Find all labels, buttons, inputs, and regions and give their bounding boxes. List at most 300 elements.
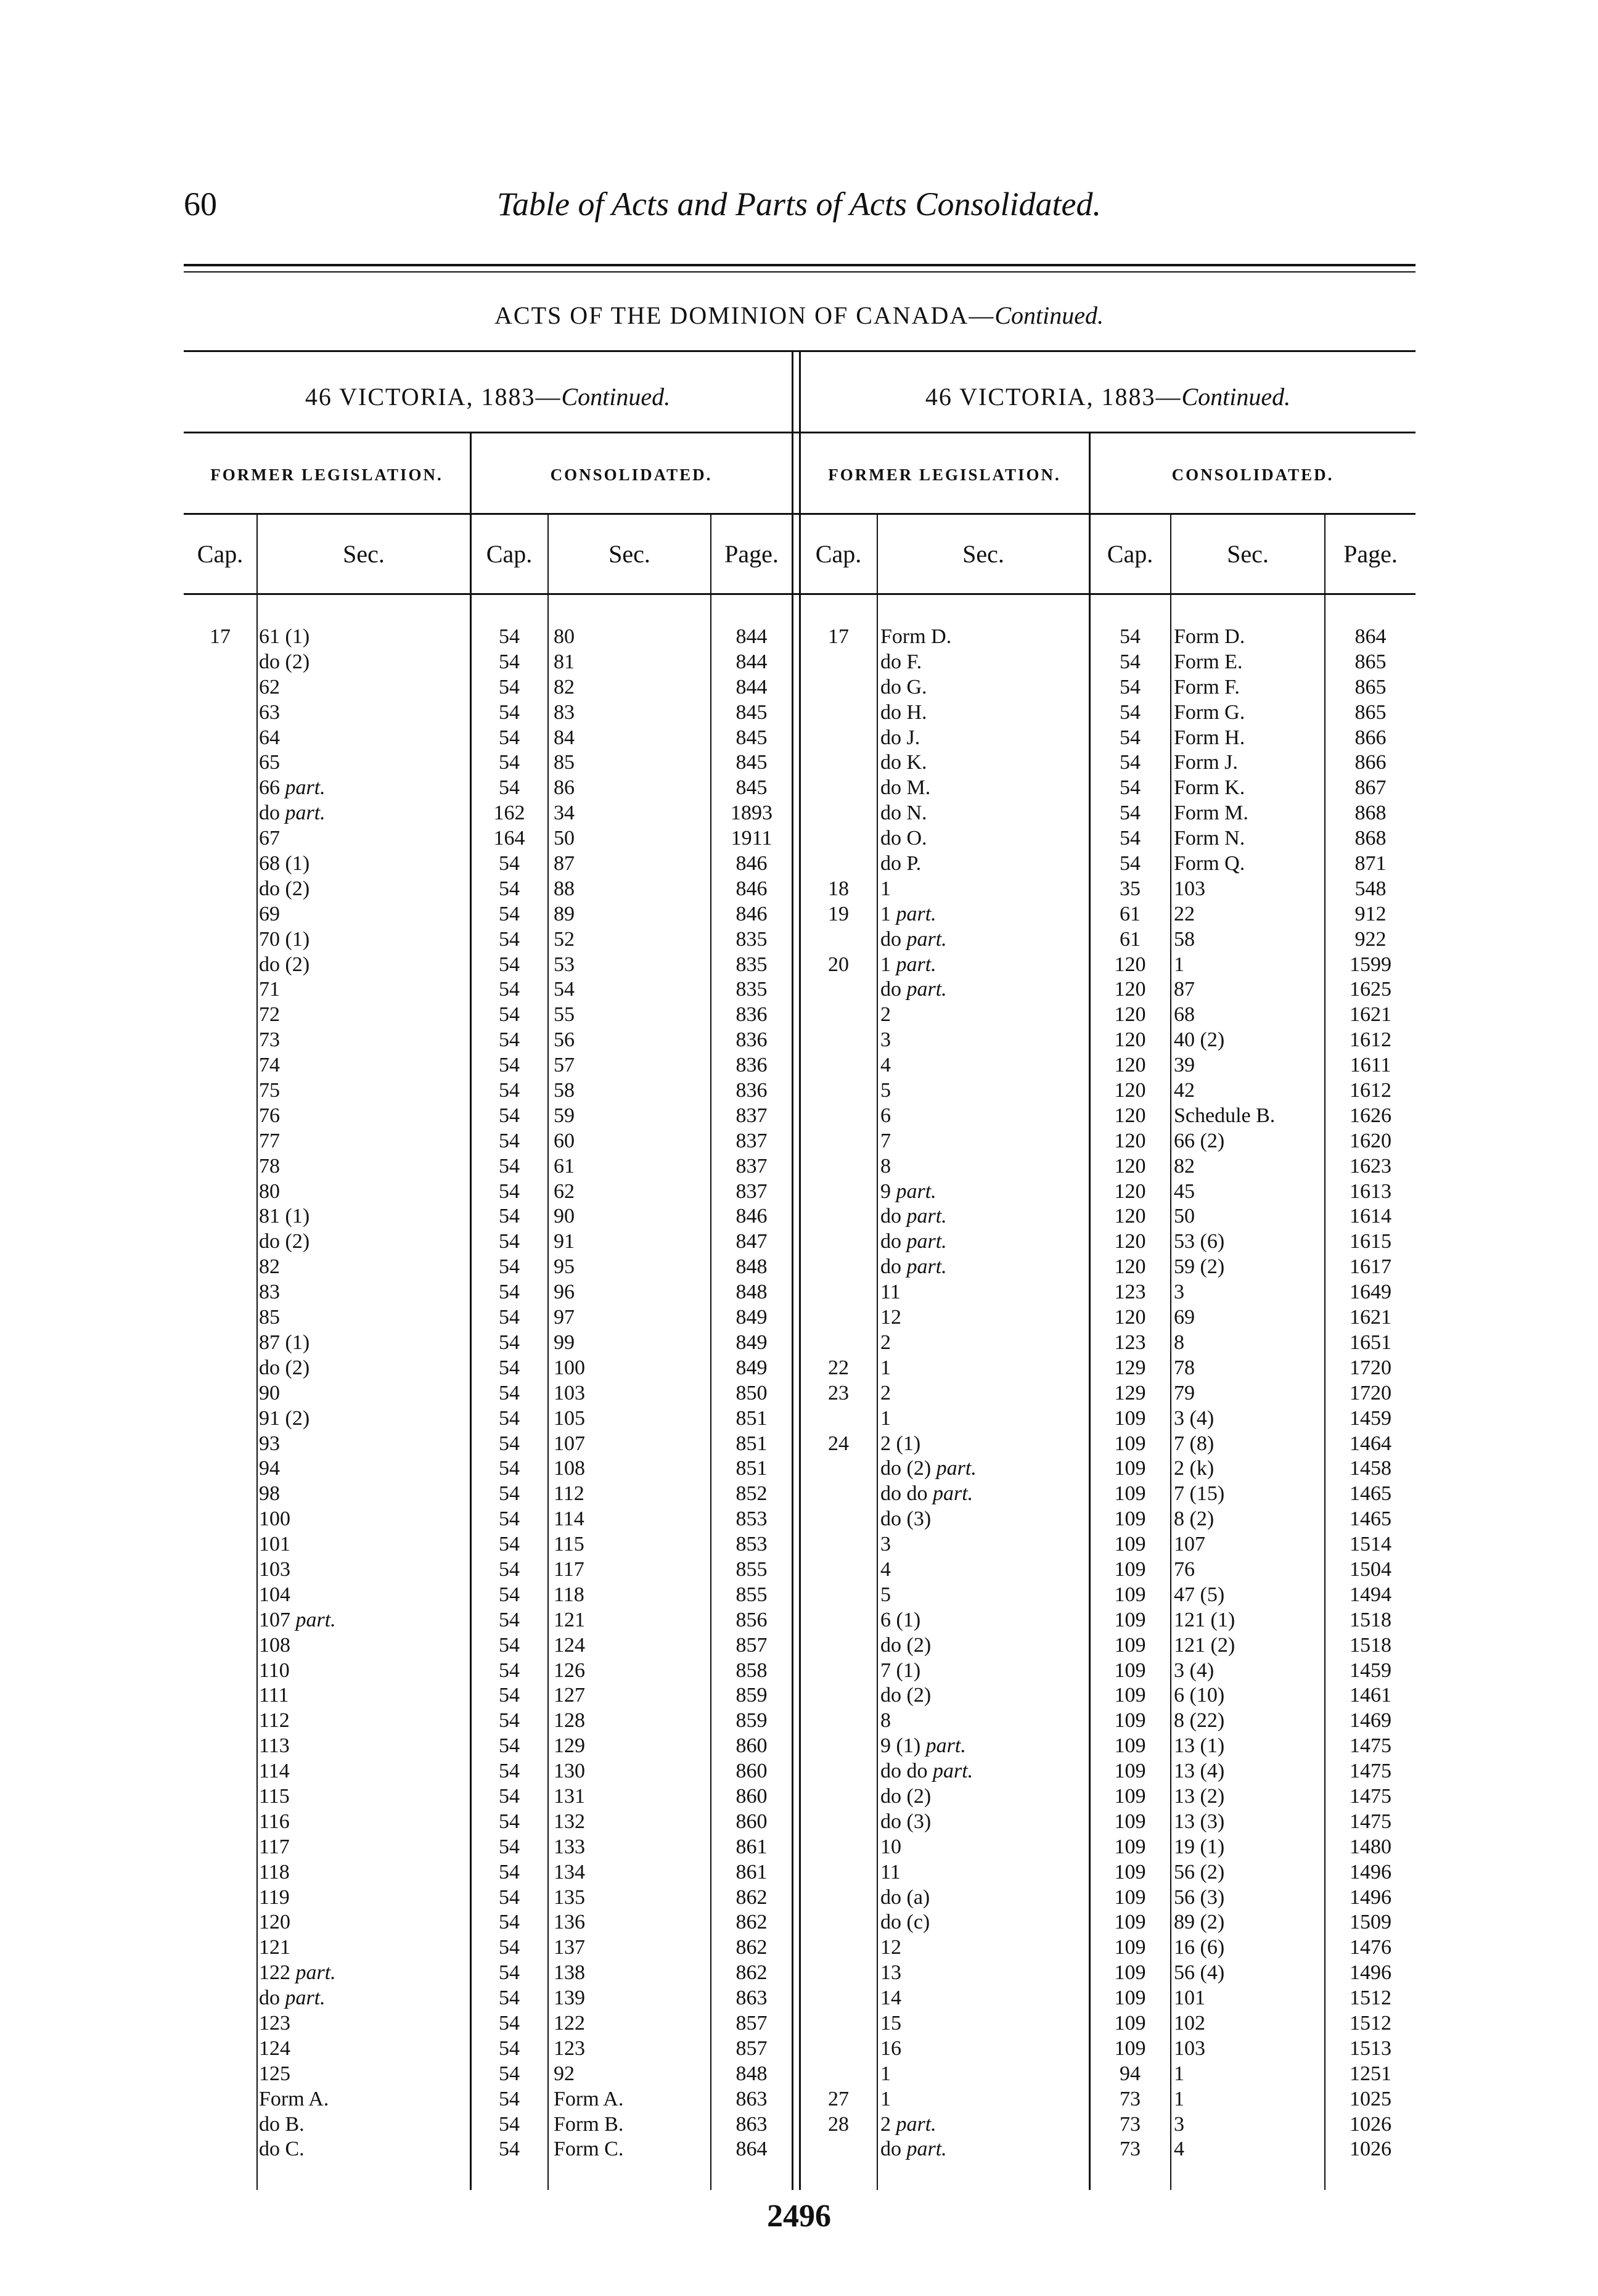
left-cons-page-cell: 846 (735, 902, 768, 925)
left-former-sec-cell: Form A. (259, 2087, 329, 2110)
right-former-cap-cell (800, 1179, 877, 1205)
right-former-cap-cell: 22 (828, 1356, 849, 1379)
left-cons-cap-cell: 54 (499, 1760, 520, 1783)
left-cons-sec-cell: 129 (554, 1734, 585, 1758)
left-former-cap-cell (184, 1633, 256, 1658)
right-former-sec-cell: 2 (880, 1381, 891, 1404)
right-former-cap-cell: 23 (828, 1381, 849, 1404)
right-cons-sec-cell: 79 (1174, 1381, 1195, 1404)
left-former-cap-cell (184, 1557, 256, 1583)
right-cons-page-cell: 1480 (1350, 1835, 1391, 1858)
left-cons-sec-cell: 88 (554, 877, 575, 900)
left-former-cap-cell (184, 1532, 256, 1557)
right-cons-sec-cell: 58 (1174, 927, 1195, 951)
right-cons-cap-cell: 54 (1120, 802, 1141, 825)
left-former-cap-cell (184, 902, 256, 927)
left-former-sec-cell: 75 (259, 1079, 280, 1102)
left-cons-cap-cell: 54 (499, 1658, 520, 1682)
left-cons-page-cell: 852 (735, 1482, 768, 1506)
left-cons-sec-cell: 138 (554, 1961, 585, 1985)
right-cons-cap-cell: 109 (1114, 1760, 1146, 1783)
left-former-sec-cell: 123 (259, 2011, 290, 2035)
left-former-cap-cell (184, 1078, 256, 1104)
left-cons-page-cell: 849 (735, 1330, 768, 1354)
left-cons-cap-cell: 54 (499, 1356, 520, 1379)
right-cons-cap-cell: 109 (1114, 1507, 1146, 1531)
right-former-cap-cell (800, 977, 877, 1002)
right-cons-cap-cell: 109 (1114, 1608, 1146, 1631)
left-group-consolidated: CONSOLIDATED. (550, 465, 713, 484)
left-cons-sec-cell: 137 (554, 1936, 585, 1959)
left-former-sec-cell: 77 (259, 1129, 280, 1152)
left-former-sec-cell: 115 (259, 1784, 290, 1808)
left-cons-page-cell: 853 (735, 1533, 768, 1556)
left-cons-page-cell: 835 (735, 927, 768, 951)
right-cons-page-cell: 1625 (1350, 978, 1391, 1001)
right-cons-cap-cell: 123 (1114, 1281, 1146, 1304)
right-former-sec-cell: do part. (880, 2138, 947, 2161)
left-cons-cap-cell: 54 (499, 852, 520, 875)
left-cons-page-cell: 846 (735, 1205, 768, 1228)
right-reign-main: 46 VICTORIA, 1883— (925, 383, 1182, 411)
left-former-sec-cell: 82 (259, 1255, 280, 1279)
right-former-cap-cell (800, 1885, 877, 1911)
left-cons-page-cell: 851 (735, 1432, 768, 1455)
right-col-sec: Sec. (962, 540, 1004, 568)
left-cons-sec-cell: 128 (554, 1709, 585, 1732)
left-cons-page-cell: 837 (735, 1104, 768, 1127)
right-cons-sec-cell: 8 (2) (1174, 1507, 1215, 1531)
left-former-sec-cell: 118 (259, 1860, 290, 1884)
right-former-sec-cell: 1 (880, 2087, 891, 2110)
right-former-cap-cell (800, 650, 877, 675)
right-cons-page-cell: 1621 (1350, 1306, 1391, 1329)
right-former-cap-cell: 20 (828, 953, 849, 976)
left-cap-sec-divider (256, 513, 258, 2190)
right-cons-page-cell: 867 (1354, 776, 1387, 800)
left-cons-sec-cell: 123 (554, 2036, 585, 2060)
left-cons-page-cell: 861 (735, 1860, 768, 1884)
left-col-cons-cap: Cap. (486, 540, 533, 568)
right-cons-page-cell: 1611 (1350, 1054, 1391, 1077)
left-former-cap-cell (184, 1330, 256, 1356)
left-reign-heading (184, 382, 792, 411)
left-former-sec-cell: 114 (259, 1760, 290, 1783)
right-cons-cap-cell: 109 (1114, 1911, 1146, 1934)
right-former-sec-cell: 12 (880, 1306, 901, 1329)
left-cons-cap-cell: 54 (499, 1709, 520, 1732)
left-cons-cap-cell: 54 (499, 1306, 520, 1329)
page-title: Table of Acts and Parts of Acts Consolidated. (496, 186, 1102, 223)
right-former-sec-cell: 8 (880, 1709, 891, 1732)
right-cons-page-cell: 1026 (1350, 2112, 1391, 2136)
right-former-sec-cell: do part. (880, 1255, 947, 1279)
right-cons-sec-cell: 2 (k) (1174, 1457, 1215, 1480)
right-former-sec-column (880, 625, 1088, 2162)
right-former-sec-cell: 2 (1) (880, 1432, 921, 1455)
right-cons-sec-cell: 7 (15) (1174, 1482, 1225, 1506)
right-cons-page-column (1326, 625, 1416, 2162)
right-cons-cap-cell: 61 (1120, 927, 1141, 951)
right-cons-cap-cell: 109 (1114, 1810, 1146, 1833)
right-former-sec-cell: do part. (880, 927, 947, 951)
right-cons-page-cell: 1025 (1350, 2087, 1391, 2110)
right-cons-sec-cell: Form J. (1174, 751, 1238, 774)
right-cons-page-cell: 1509 (1350, 1911, 1391, 1934)
left-former-cap-cell (184, 927, 256, 953)
right-cons-page-cell: 1465 (1350, 1507, 1391, 1531)
left-cons-page-cell: 837 (735, 1154, 768, 1178)
right-former-cap-cell (800, 1961, 877, 1986)
left-cons-page-cell: 1911 (731, 827, 772, 850)
left-cons-sec-cell: 96 (554, 1281, 575, 1304)
left-former-cap-cell (184, 1683, 256, 1708)
right-cons-page-cell: 1494 (1350, 1583, 1391, 1606)
left-former-sec-cell: 62 (259, 675, 280, 699)
left-cons-page-cell: 1893 (731, 802, 772, 825)
left-former-cap-cell (184, 1658, 256, 1684)
left-former-sec-cell: 61 (1) (259, 625, 310, 648)
left-cons-page-cell: 857 (735, 2011, 768, 2035)
right-former-sec-cell: 3 (880, 1028, 891, 1052)
part-marker: part. (936, 1457, 977, 1480)
right-cons-page-cell: 1621 (1350, 1003, 1391, 1027)
left-cons-cap-cell: 54 (499, 1154, 520, 1178)
left-cons-page-cell: 836 (735, 1079, 768, 1102)
left-cons-page-cell: 860 (735, 1784, 768, 1808)
left-cons-cap-cell: 54 (499, 2036, 520, 2060)
left-former-sec-cell: 101 (259, 1533, 290, 1556)
right-cons-sec-cell: 121 (2) (1174, 1633, 1235, 1657)
left-cons-page-cell: 845 (735, 700, 768, 724)
right-cons-cap-cell: 73 (1120, 2138, 1141, 2161)
right-cons-page-cell: 1613 (1350, 1179, 1391, 1203)
right-cons-cap-cell: 109 (1114, 1457, 1146, 1480)
right-former-cap-cell (800, 1129, 877, 1154)
left-cons-sec-cell: 118 (554, 1583, 584, 1606)
left-former-sec-cell: 87 (1) (259, 1330, 310, 1354)
right-former-sec-cell: Form D. (880, 625, 952, 648)
left-former-sec-cell: 112 (259, 1709, 290, 1732)
left-cons-cap-cell: 54 (499, 902, 520, 925)
right-cons-cap-cell: 120 (1114, 1003, 1146, 1027)
right-cons-sec-cell: 47 (5) (1174, 1583, 1225, 1606)
right-cons-sec-column (1174, 625, 1323, 2162)
right-cons-sec-cell: 40 (2) (1174, 1028, 1225, 1052)
right-cons-sec-cell: Form H. (1174, 726, 1245, 749)
left-former-sec-cell: 93 (259, 1432, 280, 1455)
left-cons-page-cell: 855 (735, 1557, 768, 1581)
right-cons-page-cell: 1476 (1350, 1936, 1391, 1959)
part-marker: part. (906, 1230, 947, 1253)
right-cons-cap-cell: 120 (1114, 1129, 1146, 1152)
left-former-sec-cell: do (2) (259, 953, 310, 976)
right-former-sec-cell: do (3) (880, 1810, 932, 1833)
right-cons-cap-cell: 54 (1120, 650, 1141, 673)
right-former-cap-cell (800, 1532, 877, 1557)
left-former-cap-cell (184, 1759, 256, 1784)
right-cons-sec-cell: 22 (1174, 902, 1195, 925)
section-title-main: ACTS OF THE DOMINION OF CANADA— (494, 301, 995, 329)
right-former-sec-cell: 11 (880, 1281, 901, 1304)
left-former-sec-cell: 73 (259, 1028, 280, 1052)
left-cons-sec-cell: 117 (554, 1557, 584, 1581)
right-cons-sec-cell: 53 (6) (1174, 1230, 1225, 1253)
right-cons-page-cell: 1459 (1350, 1406, 1391, 1430)
right-cons-cap-column (1090, 625, 1170, 2162)
left-cons-page-cell: 861 (735, 1835, 768, 1858)
right-former-sec-cell: do (a) (880, 1885, 930, 1909)
right-cons-cap-cell: 54 (1120, 625, 1141, 648)
right-cons-page-cell: 1512 (1350, 1986, 1391, 2010)
right-former-cap-cell (800, 2036, 877, 2062)
right-former-cap-cell (800, 826, 877, 851)
left-former-sec-cell: 125 (259, 2062, 290, 2085)
right-cons-page-cell: 868 (1354, 827, 1387, 850)
left-cons-page-cell: 851 (735, 1457, 768, 1480)
right-former-sec-cell: 4 (880, 1054, 891, 1077)
right-cons-cap-cell: 120 (1114, 1205, 1146, 1228)
left-cons-sec-cell: 139 (554, 1986, 585, 2010)
right-cons-cap-cell: 109 (1114, 1684, 1146, 1707)
right-former-sec-cell: 15 (880, 2011, 901, 2035)
right-former-sec-cell: 7 (1) (880, 1658, 921, 1682)
left-cons-page-cell: 850 (735, 1381, 768, 1404)
right-former-cap-cell (800, 726, 877, 751)
right-cons-sec-cell: 59 (2) (1174, 1255, 1225, 1279)
left-former-cap-cell (184, 1810, 256, 1835)
left-cons-cap-cell: 54 (499, 1936, 520, 1959)
left-cons-cap-cell: 54 (499, 1911, 520, 1934)
left-former-cap-cell (184, 826, 256, 851)
left-former-sec-cell: do part. (259, 1986, 326, 2010)
left-former-sec-cell: 120 (259, 1911, 290, 1934)
left-former-cap-cell (184, 953, 256, 978)
left-former-sec-cell: 85 (259, 1306, 280, 1329)
left-former-cap-cell (184, 1885, 256, 1911)
left-cons-sec-cell: 103 (554, 1381, 585, 1404)
left-former-cap-cell (184, 1583, 256, 1608)
left-cons-sec-cell: Form C. (554, 2138, 624, 2161)
left-former-cap-cell (184, 726, 256, 751)
right-cons-cap-cell: 109 (1114, 1406, 1146, 1430)
left-cons-cap-cell: 54 (499, 1633, 520, 1657)
right-cons-cap-cell: 35 (1120, 877, 1141, 900)
left-former-sec-cell: 108 (259, 1633, 290, 1657)
left-former-sec-cell: 78 (259, 1154, 280, 1178)
part-marker: part. (933, 1482, 973, 1506)
right-cons-cap-cell: 109 (1114, 1633, 1146, 1657)
left-cons-sec-cell: 107 (554, 1432, 585, 1455)
right-former-sec-cell: 5 (880, 1583, 891, 1606)
part-marker: part. (896, 902, 936, 925)
right-cons-cap-cell: 120 (1114, 1255, 1146, 1279)
right-cons-sec-cell: 42 (1174, 1079, 1195, 1102)
left-former-cap-column (184, 625, 256, 2238)
left-former-sec-cell: 103 (259, 1557, 290, 1581)
right-cons-page-cell: 1649 (1350, 1281, 1391, 1304)
left-cons-sec-cell: 52 (554, 927, 575, 951)
left-former-cap-cell (184, 1229, 256, 1255)
left-former-cap-cell (184, 1961, 256, 1986)
right-former-cap-cell (800, 1784, 877, 1810)
left-cons-cap-cell: 54 (499, 1054, 520, 1077)
left-former-sec-cell: 117 (259, 1835, 290, 1858)
right-former-cap-cell (800, 1734, 877, 1759)
right-former-cap-cell: 18 (828, 877, 849, 900)
left-cons-page-cell: 847 (735, 1230, 768, 1253)
part-marker: part. (295, 1608, 336, 1631)
right-former-cap-cell (800, 1078, 877, 1104)
part-marker: part. (896, 953, 936, 976)
right-cons-cap-cell: 73 (1120, 2087, 1141, 2110)
left-former-sec-cell: 64 (259, 726, 280, 749)
right-former-sec-cell: 12 (880, 1936, 901, 1959)
right-cons-sec-cell: Form N. (1174, 827, 1245, 850)
right-cons-page-cell: 1464 (1350, 1432, 1391, 1455)
right-former-cap-cell (800, 1810, 877, 1835)
right-former-cap-cell (800, 2062, 877, 2087)
left-former-sec-cell: do (2) (259, 650, 310, 673)
left-cons-sec-cell: 82 (554, 675, 575, 699)
left-former-sec-column (259, 625, 469, 2162)
right-cons-page-cell: 1475 (1350, 1734, 1391, 1758)
left-cons-cap-cell: 54 (499, 1330, 520, 1354)
left-former-cap-cell (184, 1835, 256, 1860)
left-cons-sec-cell: 56 (554, 1028, 575, 1052)
left-former-sec-cell: do B. (259, 2112, 305, 2136)
left-cons-cap-cell: 54 (499, 1684, 520, 1707)
right-cons-cap-cell: 120 (1114, 978, 1146, 1001)
right-former-sec-cell: do M. (880, 776, 931, 800)
left-cons-cap-column (471, 625, 547, 2162)
right-cons-page-cell: 1612 (1350, 1079, 1391, 1102)
right-cap-sec-divider (877, 513, 878, 2190)
right-former-sec-cell: 2 (880, 1330, 891, 1354)
left-cons-cap-cell: 54 (499, 1381, 520, 1404)
left-cons-sec-cell: 59 (554, 1104, 575, 1127)
right-former-cap-cell (800, 1154, 877, 1179)
right-cons-sec-cell: 56 (2) (1174, 1860, 1225, 1884)
right-former-sec-cell: do part. (880, 1230, 947, 1253)
right-group-former: FORMER LEGISLATION. (828, 465, 1061, 484)
left-former-cap-cell (184, 1053, 256, 1078)
left-cons-page-cell: 862 (735, 1885, 768, 1909)
right-former-cap-cell (800, 1860, 877, 1885)
right-former-sec-cell: do G. (880, 675, 927, 699)
left-cons-sec-cell: 136 (554, 1911, 585, 1934)
right-former-sec-cell: 7 (880, 1129, 891, 1152)
right-cons-cap-cell: 109 (1114, 1709, 1146, 1732)
right-cons-cap-cell: 109 (1114, 1583, 1146, 1606)
right-cons-page-cell: 1599 (1350, 953, 1391, 976)
left-former-cap-cell (184, 2062, 256, 2087)
left-cons-page-cell: 836 (735, 1054, 768, 1077)
right-former-cap-cell (800, 1986, 877, 2011)
left-cons-cap-cell: 54 (499, 1557, 520, 1581)
left-cons-sec-cell: 114 (554, 1507, 584, 1531)
right-cons-sec-cell: 68 (1174, 1003, 1195, 1027)
right-cons-sec-cell: 8 (1174, 1330, 1184, 1354)
right-former-sec-cell: 1 part. (880, 902, 936, 925)
right-cons-sec-cell: 3 (4) (1174, 1406, 1215, 1430)
left-cons-sec-cell: 108 (554, 1457, 585, 1480)
left-cons-page-cell: 862 (735, 1961, 768, 1985)
left-cons-page-cell: 836 (735, 1003, 768, 1027)
right-cons-cap-cell: 109 (1114, 1860, 1146, 1884)
right-former-cap-cell (800, 1583, 877, 1608)
right-former-cap-cell (800, 1104, 877, 1129)
left-cons-cap-cell: 54 (499, 1784, 520, 1808)
right-cons-sec-cell: 101 (1174, 1986, 1205, 2010)
left-cons-cap-cell: 54 (499, 1179, 520, 1203)
left-former-sec-cell: 76 (259, 1104, 280, 1127)
right-cons-page-cell: 1720 (1350, 1356, 1391, 1379)
right-cons-page-cell: 1518 (1350, 1608, 1391, 1631)
left-cons-sec-cell: 112 (554, 1482, 584, 1506)
left-cons-sec-cell: 126 (554, 1658, 585, 1682)
right-cons-cap-cell: 109 (1114, 1885, 1146, 1909)
part-marker: part. (896, 2112, 936, 2136)
right-cons-cap-cell: 120 (1114, 1104, 1146, 1127)
left-former-sec-cell: 71 (259, 978, 280, 1001)
right-former-cap-cell (800, 1204, 877, 1229)
left-former-cap-cell (184, 2112, 256, 2138)
right-cons-cap-cell: 54 (1120, 700, 1141, 724)
left-cons-sec-column (554, 625, 709, 2162)
right-cons-cap-cell: 54 (1120, 726, 1141, 749)
right-former-sec-cell: do (2) part. (880, 1457, 977, 1480)
right-former-sec-cell: 16 (880, 2036, 901, 2060)
left-former-cap-cell (184, 2036, 256, 2062)
left-former-sec-cell: 74 (259, 1054, 280, 1077)
left-cons-sec-cell: 58 (554, 1079, 575, 1102)
left-cons-sec-cell: 105 (554, 1406, 585, 1430)
left-former-sec-cell: 113 (259, 1734, 290, 1758)
left-cons-sec-cell: 131 (554, 1784, 585, 1808)
right-former-sec-cell: do (2) (880, 1633, 932, 1657)
right-cons-sec-cell: 89 (2) (1174, 1911, 1225, 1934)
left-cons-sec-cell: 84 (554, 726, 575, 749)
right-former-cap-cell (800, 1028, 877, 1053)
part-marker: part. (295, 1961, 336, 1985)
left-cons-page-cell: 864 (735, 2138, 768, 2161)
right-cons-page-cell: 1496 (1350, 1860, 1391, 1884)
right-cons-sec-cell: Schedule B. (1174, 1104, 1276, 1127)
left-cons-cap-cell: 54 (499, 1734, 520, 1758)
right-former-sec-cell: do O. (880, 827, 927, 850)
right-former-sec-cell: do do part. (880, 1760, 973, 1783)
left-former-sec-cell: do (2) (259, 877, 310, 900)
right-former-cap-cell (800, 700, 877, 726)
left-cons-sec-cell: 133 (554, 1835, 585, 1858)
left-cons-sec-cell: 57 (554, 1054, 575, 1077)
left-former-cap-cell (184, 1935, 256, 1961)
left-former-sec-cell: 68 (1) (259, 852, 310, 875)
left-cons-sec-cell: 99 (554, 1330, 575, 1354)
right-cons-page-cell: 1251 (1350, 2062, 1391, 2085)
left-cons-cap-cell: 54 (499, 1810, 520, 1833)
right-former-sec-cell: 1 part. (880, 953, 936, 976)
right-cons-page-cell: 1612 (1350, 1028, 1391, 1052)
right-former-cap-cell: 17 (828, 625, 849, 648)
left-cons-cap-cell: 54 (499, 776, 520, 800)
left-cons-cap-cell: 54 (499, 1406, 520, 1430)
right-cons-cap-divider (1170, 513, 1171, 2190)
right-cons-cap-cell: 129 (1114, 1381, 1146, 1404)
left-cons-cap-cell: 54 (499, 978, 520, 1001)
left-cons-cap-cell: 54 (499, 2138, 520, 2161)
